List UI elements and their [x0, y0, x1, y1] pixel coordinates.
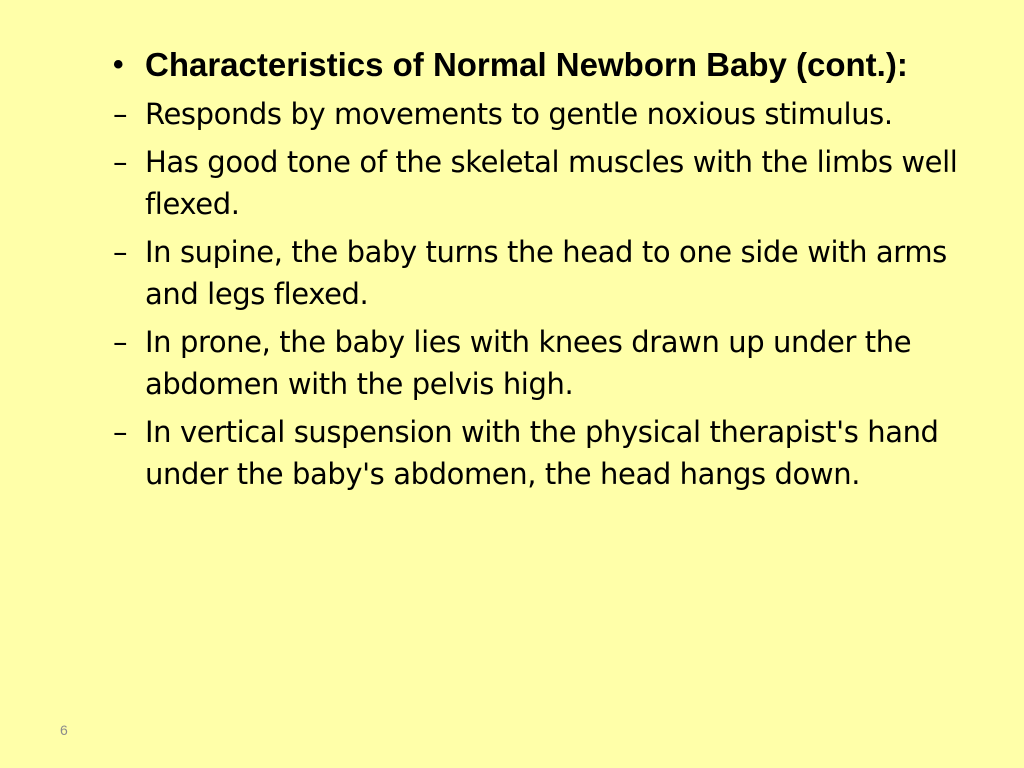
- dash-marker: –: [113, 415, 128, 449]
- sub-bullet-text: In vertical suspension with the physical therapist's hand under the baby's abdomen, the head hangs down.: [145, 415, 939, 491]
- sub-bullet-5: [113, 411, 973, 495]
- sub-bullet-text: Responds by movements to gentle noxious stimulus.: [145, 97, 893, 131]
- sub-bullet-3: [113, 231, 973, 315]
- dash-marker: –: [113, 235, 128, 269]
- sub-bullet-text: Has good tone of the skeletal muscles with the limbs well flexed.: [145, 145, 958, 221]
- sub-bullet-text: In supine, the baby turns the head to one side with arms and legs flexed.: [145, 235, 947, 311]
- dash-marker: –: [113, 325, 128, 359]
- page-number: 6: [60, 722, 68, 738]
- sub-bullet-2: [113, 141, 973, 225]
- dash-marker: –: [113, 145, 128, 179]
- sub-bullet-1: [113, 93, 973, 135]
- sub-bullet-4: [113, 321, 973, 405]
- heading-text: Characteristics of Normal Newborn Baby (cont.):: [145, 46, 908, 83]
- dash-marker: –: [113, 97, 128, 131]
- slide-content: [113, 42, 973, 495]
- sub-bullet-text: In prone, the baby lies with knees drawn up under the abdomen with the pelvis high.: [145, 325, 912, 401]
- heading-bullet: [113, 42, 973, 87]
- bullet-marker: •: [113, 48, 124, 81]
